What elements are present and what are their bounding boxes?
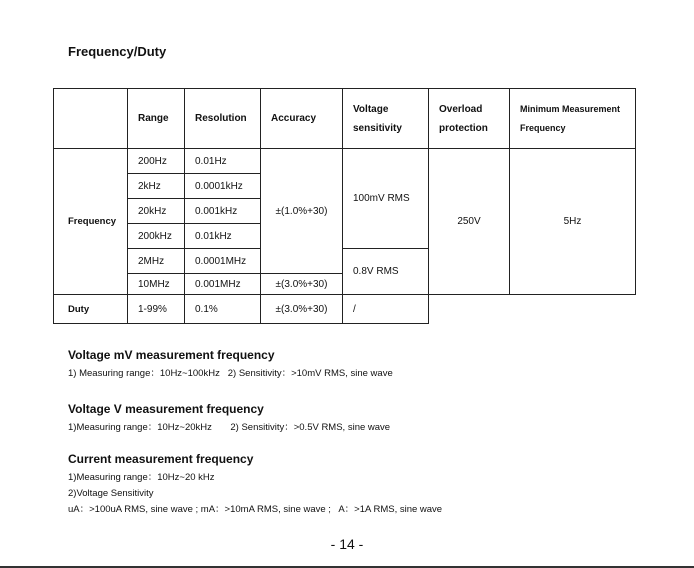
current-frequency-section	[68, 452, 442, 518]
header-empty-cell	[54, 89, 128, 149]
resolution-cell: 0.0001kHz	[185, 174, 261, 199]
page-title: Frequency/Duty	[68, 44, 167, 59]
overload-cell: 250V	[429, 149, 510, 295]
duty-voltage-cell: /	[343, 295, 429, 324]
section-heading: Voltage mV measurement frequency	[68, 348, 275, 362]
header-voltage-line2: sensitivity	[353, 122, 402, 134]
voltage-v-frequency-section	[68, 402, 390, 436]
voltage-mv-frequency-section	[68, 348, 393, 382]
section-text-line: 1)Measuring range：10Hz~20 kHz	[68, 472, 215, 483]
range-cell: 200kHz	[128, 224, 185, 249]
accuracy-10mhz-cell: ±(3.0%+30)	[261, 274, 343, 295]
minimum-frequency-cell: 5Hz	[510, 149, 636, 295]
page-number: - 14 -	[330, 536, 364, 552]
header-minimum-line1: Minimum Measurement	[520, 103, 621, 114]
section-text-line: uA：>100uA RMS, sine wave ; mA：>10mA RMS, sine wave ; A：>1A RMS, sine wave	[68, 504, 443, 515]
header-minimum-line2: Frequency	[520, 122, 566, 133]
voltage-main-cell: 100mV RMS	[343, 149, 429, 249]
voltage-high-cell: 0.8V RMS	[343, 249, 429, 295]
duty-resolution-cell: 0.1%	[185, 295, 261, 324]
header-overload-line2: protection	[439, 122, 488, 134]
header-overload-line1: Overload	[439, 103, 483, 115]
table-header-row	[54, 89, 636, 149]
resolution-cell: 0.0001MHz	[185, 249, 261, 274]
resolution-cell: 0.001kHz	[185, 199, 261, 224]
resolution-cell: 0.001MHz	[185, 274, 261, 295]
header-accuracy: Accuracy	[261, 89, 343, 149]
range-cell: 200Hz	[128, 149, 185, 174]
header-range: Range	[128, 89, 185, 149]
resolution-cell: 0.01Hz	[185, 149, 261, 174]
section-text-line: 1) Measuring range：10Hz~100kHz 2) Sensitivity：>10mV RMS, sine wave	[68, 368, 393, 379]
frequency-duty-spec-table	[53, 88, 636, 324]
section-text-line: 2)Voltage Sensitivity	[68, 488, 154, 499]
section-text-line: 1)Measuring range：10Hz~20kHz 2) Sensitivity：>0.5V RMS, sine wave	[68, 422, 391, 433]
range-cell: 20kHz	[128, 199, 185, 224]
duty-range-cell: 1-99%	[128, 295, 185, 324]
header-voltage-line1: Voltage	[353, 103, 389, 115]
header-overload-protection	[429, 89, 510, 149]
resolution-cell: 0.01kHz	[185, 224, 261, 249]
table-row	[54, 149, 636, 174]
header-resolution: Resolution	[185, 89, 261, 149]
duty-row-label: Duty	[54, 295, 128, 324]
frequency-row-label: Frequency	[54, 149, 128, 295]
section-heading: Current measurement frequency	[68, 452, 254, 466]
range-cell: 2kHz	[128, 174, 185, 199]
header-minimum-frequency	[510, 89, 636, 149]
accuracy-main-cell: ±(1.0%+30)	[261, 149, 343, 274]
range-cell: 2MHz	[128, 249, 185, 274]
header-voltage-sensitivity	[343, 89, 429, 149]
range-cell: 10MHz	[128, 274, 185, 295]
duty-accuracy-cell: ±(3.0%+30)	[261, 295, 343, 324]
table-row	[54, 295, 636, 324]
section-heading: Voltage V measurement frequency	[68, 402, 264, 416]
